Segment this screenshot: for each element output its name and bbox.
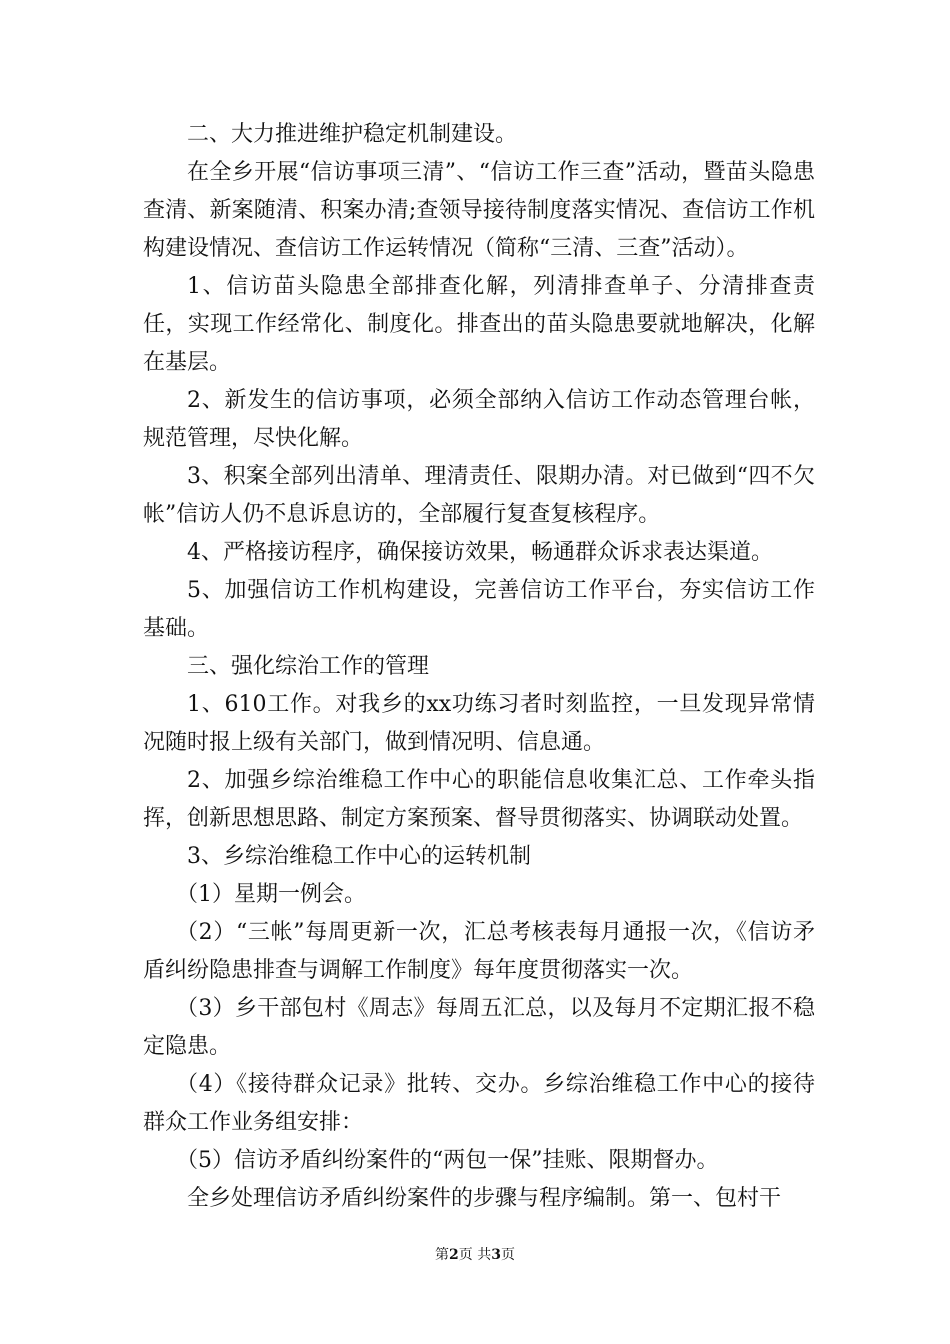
body-paragraph: 在全乡开展“信访事项三清”、“信访工作三查”活动，暨苗头隐患查清、新案随清、积案办清;查领导接待制度落实情况、查信访工作机构建设情况、查信访工作运转情况（简称“三清、三查”活动）。 [143,160,815,261]
list-item: 1、信访苗头隐患全部排查化解，列清排查单子、分清排查责任，实现工作经常化、制度化。排查出的苗头隐患要就地解决，化解在基层。 [143,274,815,375]
footer-middle: 页 共 [458,1247,492,1263]
footer-suffix: 页 [500,1247,515,1263]
sub-list-item: （3）乡干部包村《周志》每周五汇总，以及每月不定期汇报不稳定隐患。 [143,996,815,1059]
sub-list-item: （4）《接待群众记录》批转、交办。乡综治维稳工作中心的接待群众工作业务组安排： [143,1072,815,1135]
page-number: 2 [449,1247,459,1263]
section-heading: 三、强化综治工作的管理 [187,654,430,679]
list-item: 4、严格接访程序，确保接访效果，畅通群众诉求表达渠道。 [187,540,773,565]
list-item: 3、积案全部列出清单、理清责任、限期办清。对已做到“四不欠帐”信访人仍不息诉息访的，全部履行复查复核程序。 [143,464,815,527]
document-body [143,116,815,1218]
sub-list-item: （1）星期一例会。 [176,882,366,907]
section-heading: 二、大力推进维护稳定机制建设。 [187,122,518,147]
list-item: 2、加强乡综治维稳工作中心的职能信息收集汇总、工作牵头指挥，创新思想思路、制定方案预案、督导贯彻落实、协调联动处置。 [143,768,815,831]
list-item: 2、新发生的信访事项，必须全部纳入信访工作动态管理台帐，规范管理，尽快化解。 [143,388,815,451]
list-item: 5、加强信访工作机构建设，完善信访工作平台，夯实信访工作基础。 [143,578,815,641]
sub-list-item: （5）信访矛盾纠纷案件的“两包一保”挂账、限期督办。 [176,1148,719,1173]
page-footer [0,1246,950,1264]
footer-prefix: 第 [435,1247,450,1263]
sub-list-item: （2）“三帐”每周更新一次，汇总考核表每月通报一次，《信访矛盾纠纷隐患排查与调解工作制度》每年度贯彻落实一次。 [143,920,815,983]
total-pages: 3 [491,1247,501,1263]
body-paragraph: 全乡处理信访矛盾纠纷案件的步骤与程序编制。第一、包村干 [187,1186,782,1211]
list-item: 3、乡综治维稳工作中心的运转机制 [187,844,531,869]
list-item: 1、610工作。对我乡的xx功练习者时刻监控，一旦发现异常情况随时报上级有关部门，做到情况明、信息通。 [143,692,815,755]
